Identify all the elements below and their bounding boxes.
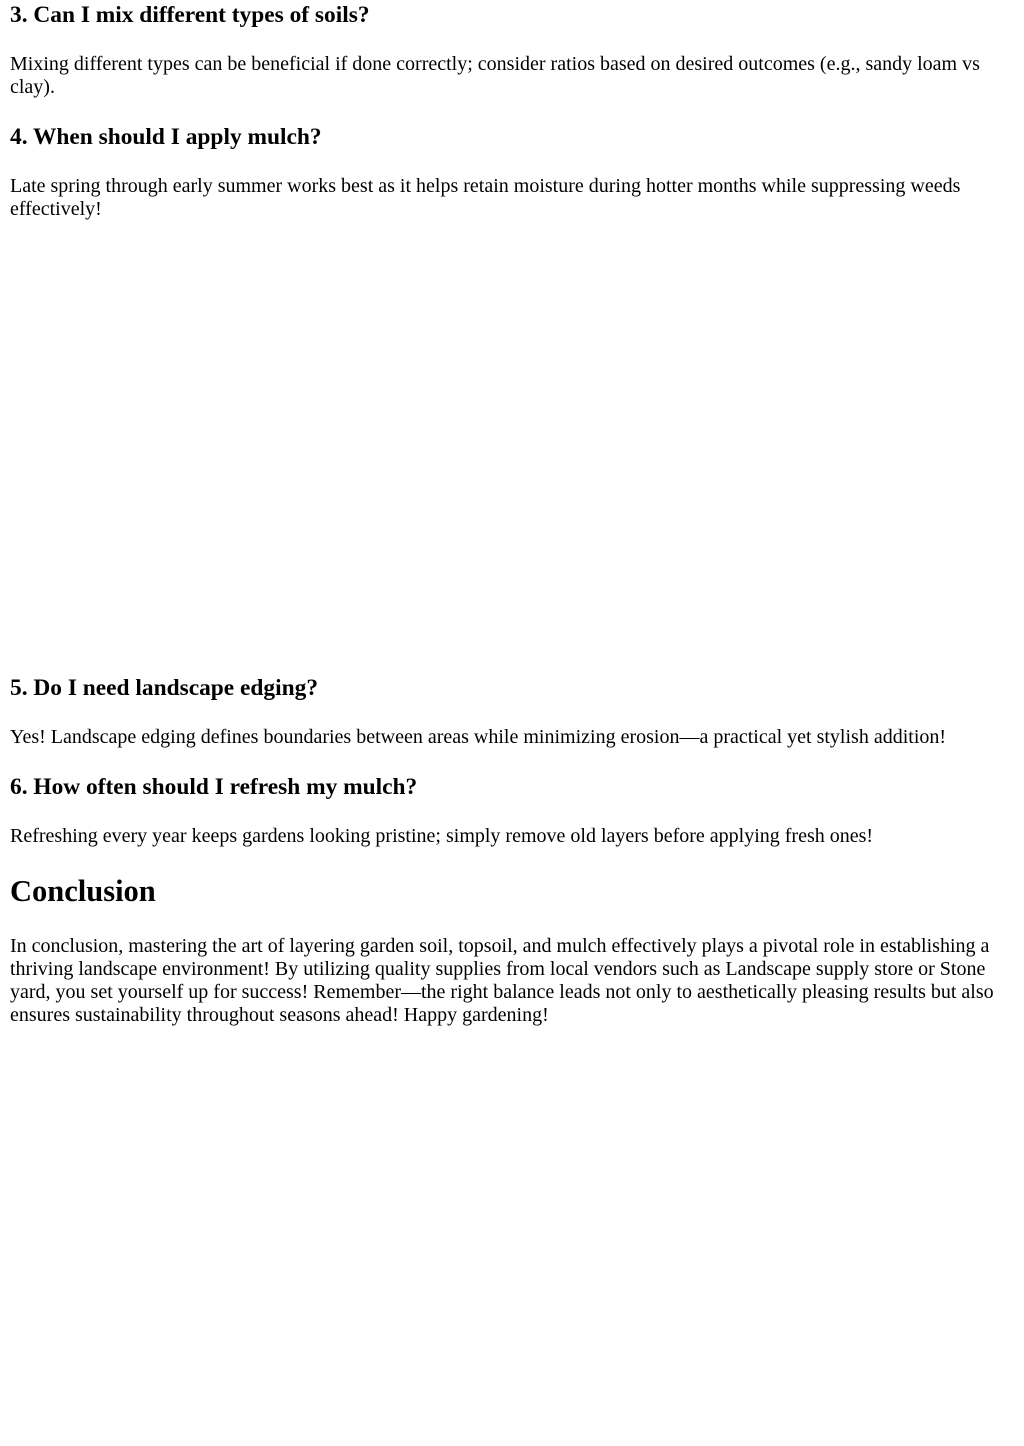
faq-answer-6: Refreshing every year keeps gardens looking pristine; simply remove old layers before applying fresh ones!: [10, 825, 874, 847]
conclusion-body: In conclusion, mastering the art of layering garden soil, topsoil, and mulch effectively plays a pivotal role in establishing a thriving landscape environment! By utilizing quality supplies from local vendors such as Landscape supply store or Stone yard, you set yourself up for success! Remember—the right balance leads not only to aesthetically pleasing results but also ensures sustainability throughout seasons ahead! Happy gardening!: [10, 935, 994, 1026]
faq-question-4: 4. When should I apply mulch?: [10, 124, 322, 150]
conclusion-heading: Conclusion: [10, 874, 156, 908]
faq-answer-4: Late spring through early summer works best as it helps retain moisture during hotter months while suppressing weeds effectively!: [10, 175, 961, 220]
faq-answer-5: Yes! Landscape edging defines boundaries between areas while minimizing erosion—a practical yet stylish addition!: [10, 726, 947, 748]
faq-question-6: 6. How often should I refresh my mulch?: [10, 774, 418, 800]
faq-question-3: 3. Can I mix different types of soils?: [10, 2, 370, 28]
faq-answer-3: Mixing different types can be beneficial if done correctly; consider ratios based on desired outcomes (e.g., sandy loam vs clay).: [10, 53, 980, 98]
faq-question-5: 5. Do I need landscape edging?: [10, 675, 319, 701]
